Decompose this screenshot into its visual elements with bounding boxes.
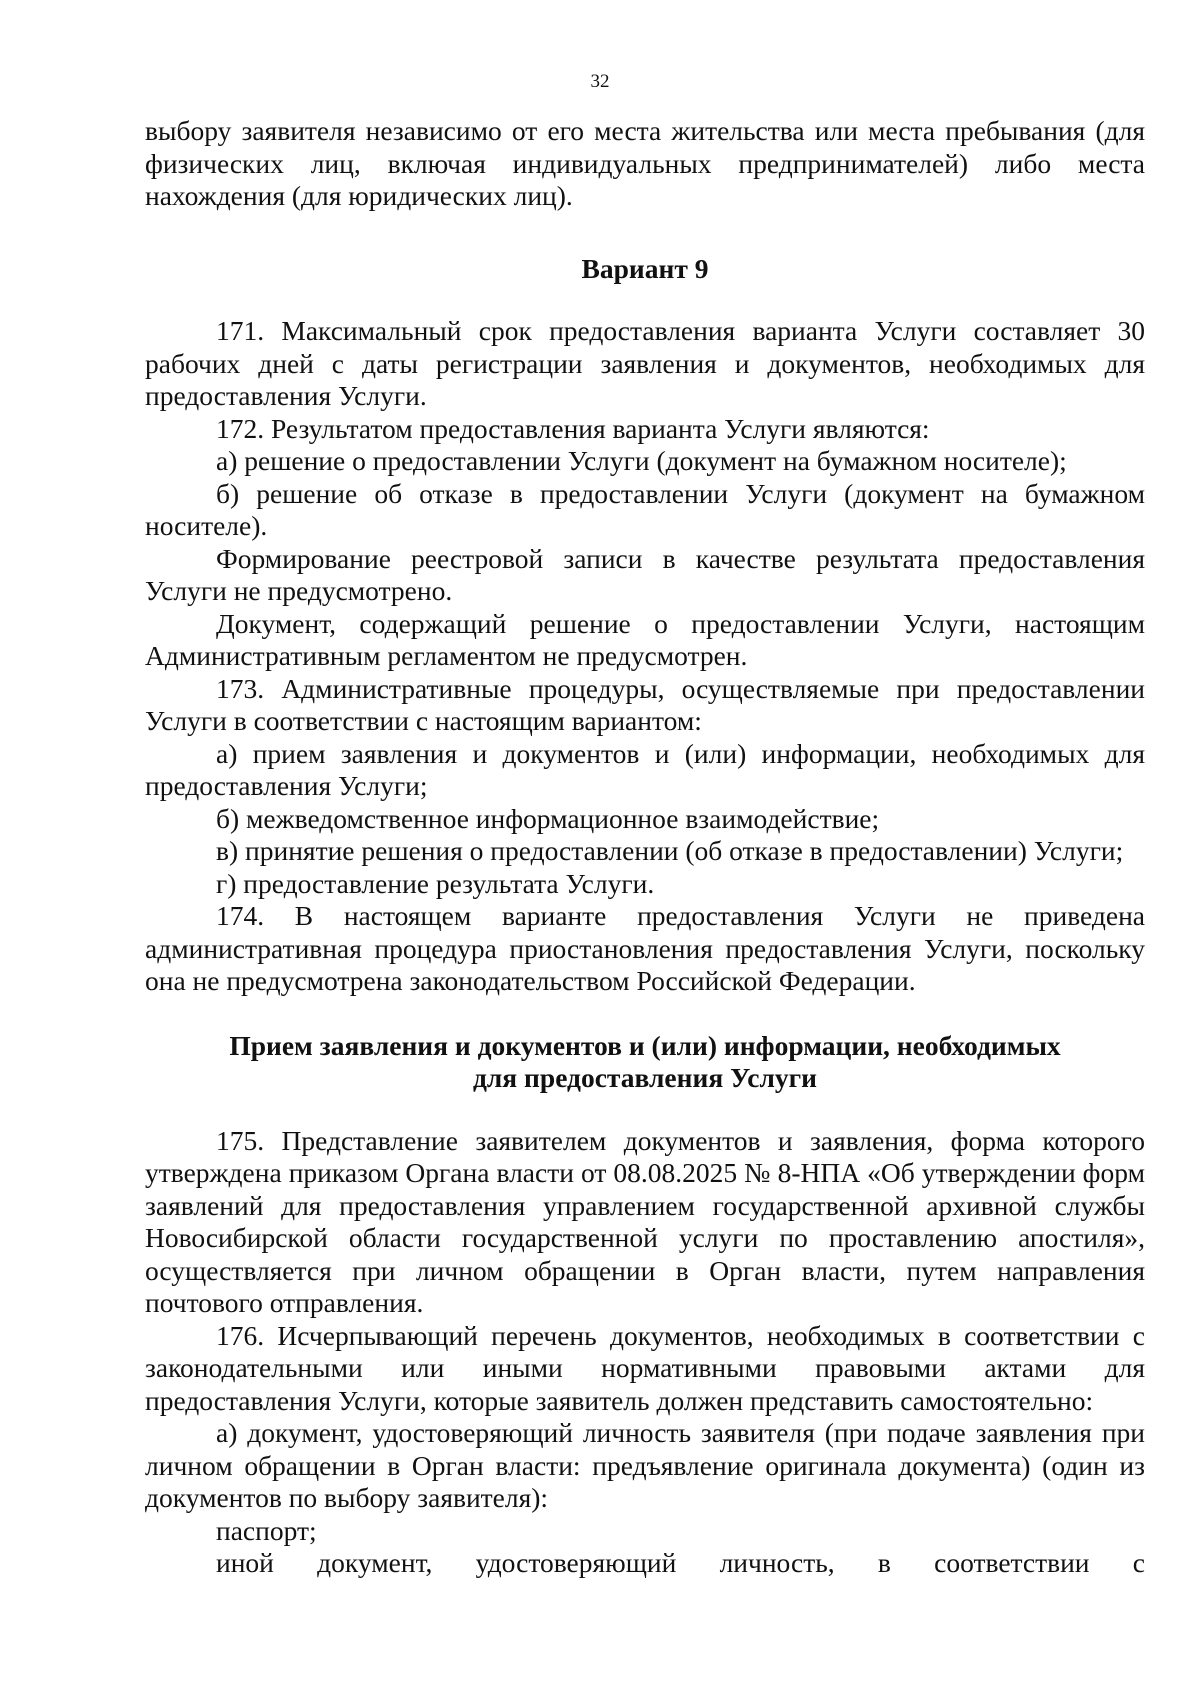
paragraph-registry-record: Формирование реестровой записи в качестве результата предоставления Услуги не предусмотрено. [145, 542, 1145, 606]
section-heading-variant: Вариант 9 [581, 252, 709, 284]
intro-paragraph: выбору заявителя независимо от его места жительства или места пребывания (для физических лиц, включая индивидуальных предпринимателей) либо места нахождения (для юридических лиц). [145, 115, 1145, 211]
paragraph-173-g: г) предоставление результата Услуги. [216, 867, 655, 899]
paragraph-176-a: а) документ, удостоверяющий личность заявителя (при подаче заявления при личном обращении в Орган власти: предъявление оригинала документа) (один из документов по выбору заявителя): [145, 1417, 1145, 1513]
paragraph-174: 174. В настоящем варианте предоставления Услуги не приведена административная процедура приостановления предоставления Услуги, поскольку она не предусмотрена законодательством Российской Федерации. [145, 900, 1145, 996]
paragraph-176: 176. Исчерпывающий перечень документов, необходимых в соответствии с законодательными или иными нормативными правовыми актами для предоставления Услуги, которые заявитель должен представить самостоятельно: [145, 1319, 1145, 1416]
paragraph-173: 173. Административные процедуры, осуществляемые при предоставлении Услуги в соответствии с настоящим вариантом: [145, 672, 1145, 736]
paragraph-172-b: б) решение об отказе в предоставлении Услуги (документ на бумажном носителе). [145, 477, 1145, 541]
section-heading-reception [145, 1030, 1145, 1095]
section-heading-reception-line2: для предоставления Услуги [472, 1062, 818, 1093]
paragraph-171: 171. Максимальный срок предоставления варианта Услуги составляет 30 рабочих дней с даты регистрации заявления и документов, необходимых для предоставления Услуги. [145, 315, 1145, 411]
paragraph-173-a: а) прием заявления и документов и (или) информации, необходимых для предоставления Услуги; [145, 737, 1145, 801]
paragraph-passport: паспорт; [216, 1514, 317, 1546]
paragraph-173-v: в) принятие решения о предоставлении (об отказе в предоставлении) Услуги; [216, 835, 1124, 866]
paragraph-decision-document: Документ, содержащий решение о предоставлении Услуги, настоящим Административным регламентом не предусмотрен. [145, 607, 1145, 671]
page-number: 32 [590, 71, 610, 92]
paragraph-172: 172. Результатом предоставления варианта Услуги являются: [216, 412, 930, 444]
paragraph-172-a: а) решение о предоставлении Услуги (документ на бумажном носителе); [216, 445, 1067, 476]
section-heading-reception-line1: Прием заявления и документов и (или) информации, необходимых [229, 1029, 1061, 1061]
paragraph-other-document: иной документ, удостоверяющий личность, в соответствии с [216, 1547, 1145, 1578]
document-body [145, 115, 1145, 1580]
paragraph-175: 175. Представление заявителем документов и заявления, форма которого утверждена приказом Органа власти от 08.08.2025 № 8-НПА «Об утверждении форм заявлений для предоставления управлением государственной архивной службы Новосибирской области государственной услуги по проставлению апостиля», осуществляется при личном обращении в Орган власти, путем направления почтового отправления. [145, 1124, 1145, 1318]
paragraph-173-b: б) межведомственное информационное взаимодействие; [216, 802, 880, 834]
